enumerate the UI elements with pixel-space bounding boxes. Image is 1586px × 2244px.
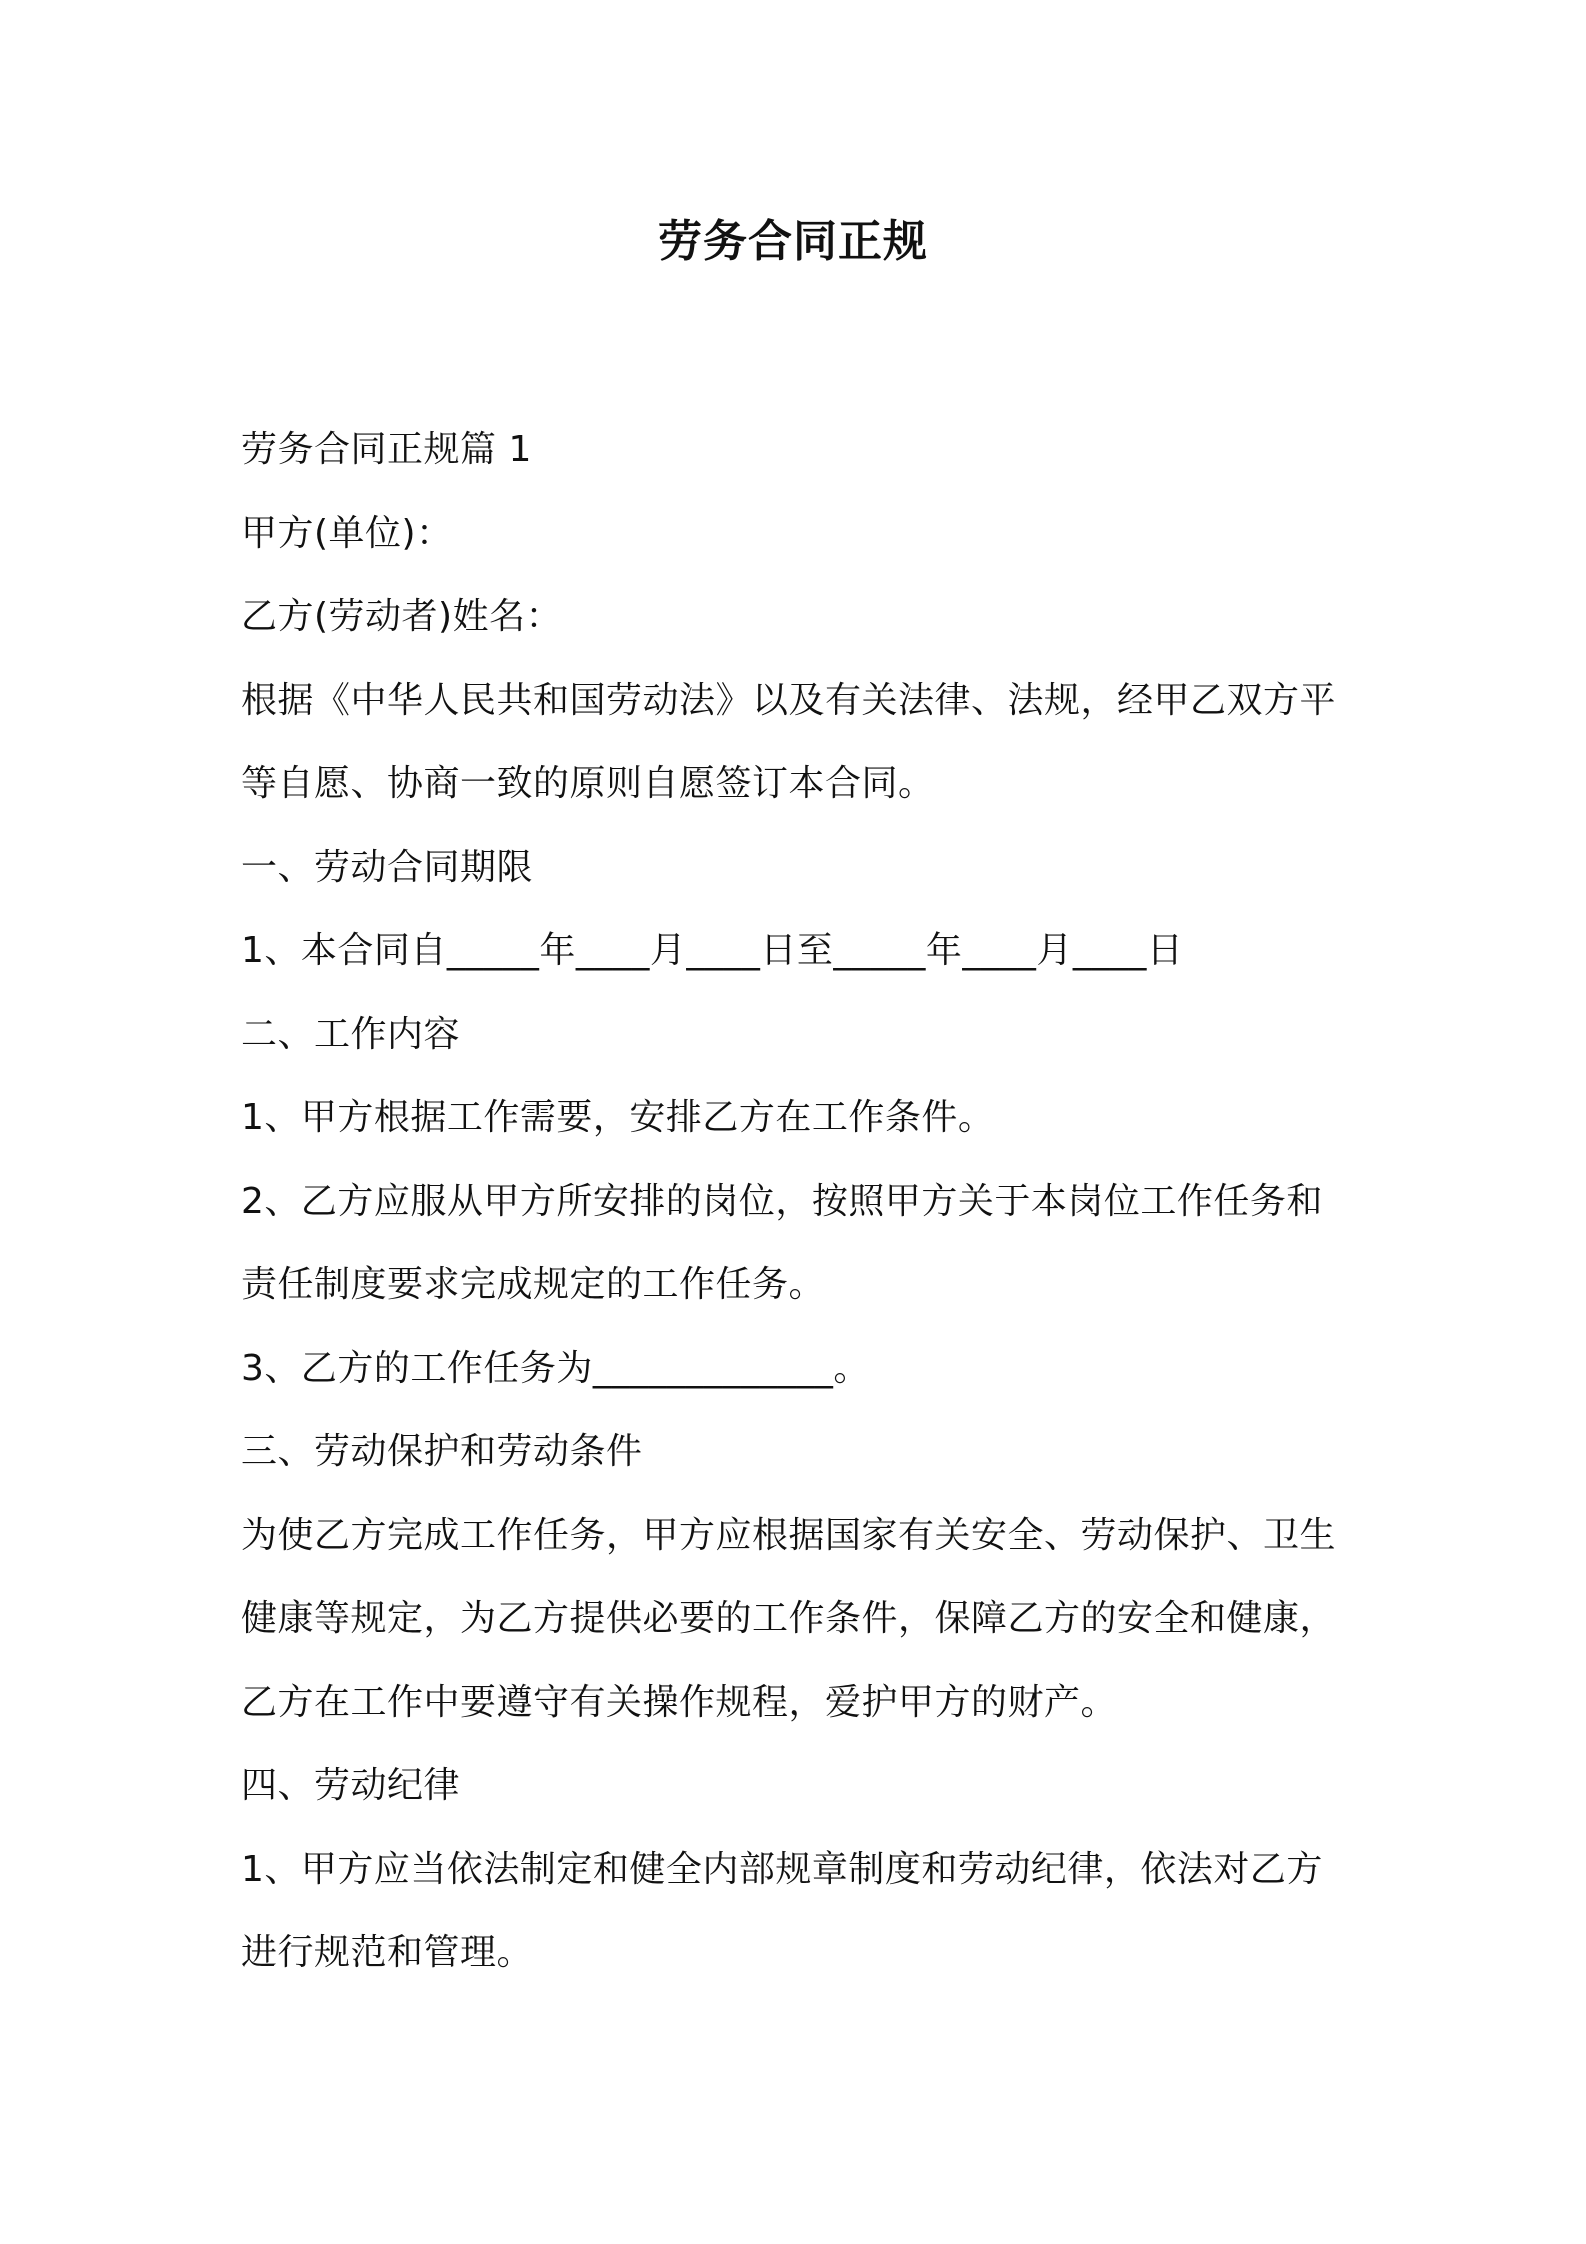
party-b-field: 乙方(劳动者)姓名：	[241, 596, 563, 637]
document-title: 劳务合同正规	[658, 216, 928, 267]
clause-heading-protection: 三、劳动保护和劳动条件	[241, 1431, 643, 1472]
clause-term-item-1: 1、本合同自_____年____月____日至_____年____月____日	[241, 930, 1184, 971]
preamble-line-2: 等自愿、协商一致的原则自愿签订本合同。	[241, 763, 935, 804]
discipline-item-1-line-1: 1、甲方应当依法制定和健全内部规章制度和劳动纪律，依法对乙方	[241, 1848, 1323, 1890]
clause-heading-term: 一、劳动合同期限	[241, 846, 534, 888]
work-content-item-2-line-1: 2、乙方应服从甲方所安排的岗位，按照甲方关于本岗位工作任务和	[241, 1180, 1323, 1222]
clause-heading-work-content: 二、工作内容	[241, 1013, 461, 1055]
protection-paragraph-line-3: 乙方在工作中要遵守有关操作规程，爱护甲方的财产。	[241, 1681, 1118, 1723]
section-heading-part-1: 劳务合同正规篇 1	[241, 429, 532, 470]
work-content-item-1: 1、甲方根据工作需要，安排乙方在工作条件。	[241, 1097, 995, 1138]
preamble-line-1: 根据《中华人民共和国劳动法》以及有关法律、法规，经甲乙双方平	[241, 679, 1337, 721]
party-a-field: 甲方(单位)：	[241, 512, 453, 554]
protection-paragraph-line-1: 为使乙方完成工作任务，甲方应根据国家有关安全、劳动保护、卫生	[241, 1514, 1337, 1556]
clause-heading-discipline: 四、劳动纪律	[241, 1765, 461, 1806]
work-content-item-3: 3、乙方的工作任务为_____________。	[241, 1347, 870, 1389]
discipline-item-1-line-2: 进行规范和管理。	[241, 1932, 534, 1973]
protection-paragraph-line-2: 健康等规定，为乙方提供必要的工作条件，保障乙方的安全和健康，	[241, 1598, 1337, 1639]
work-content-item-2-line-2: 责任制度要求完成规定的工作任务。	[241, 1264, 826, 1305]
document-body	[241, 408, 1361, 1995]
